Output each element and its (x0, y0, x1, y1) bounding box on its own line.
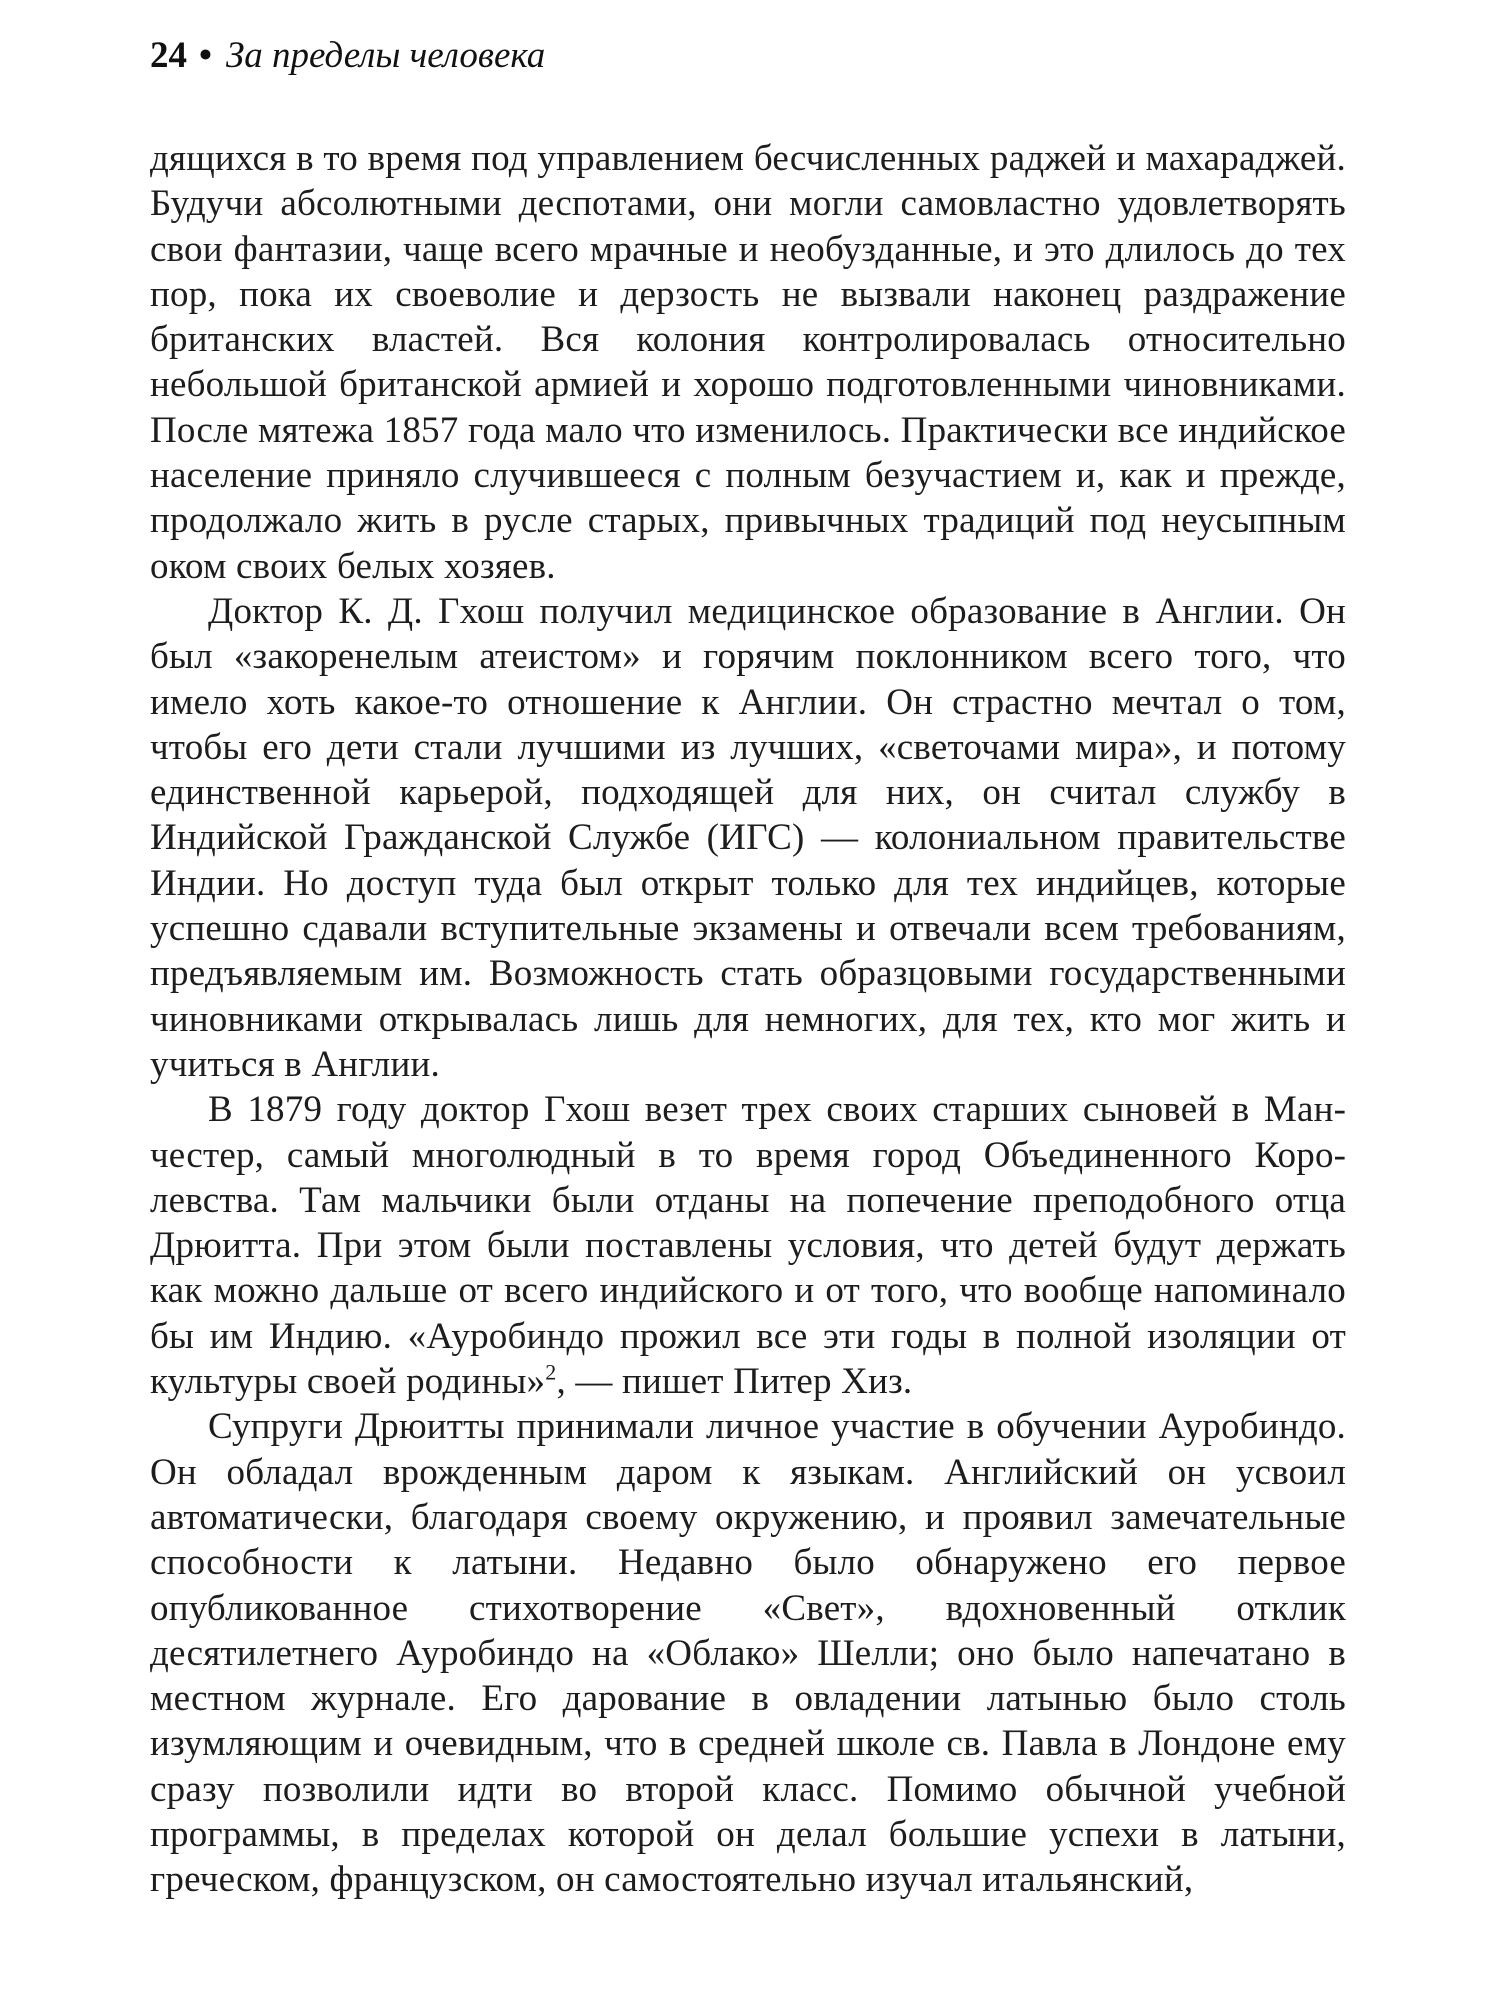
paragraph-2: Доктор К. Д. Гхош получил медицинское образование в Англии. Он был «закоренелым атеистом» и горячим поклонником всего того, что имело хоть какое-то отношение к Англии. Он страстно мечтал о том, чтобы его дети стали лучшими из лучших, «светочами мира», и потому единственной карьерой, подходящей для них, он считал службу в Индийской Гражданской Службе (ИГС) — колониальном правительстве Индии. Но доступ туда был открыт только для тех индийцев, которые успешно сдавали вступительные экзамены и отвечали всем требованиям, предъявляемым им. Возможность стать образцовыми государственными чиновниками открывалась лишь для немногих, для тех, кто мог жить и учиться в Англии. (150, 590, 1346, 1085)
page-number: 24 (150, 34, 187, 76)
paragraph-3-text-after: , — пишет Питер Хиз. (556, 1361, 913, 1403)
body-text (150, 136, 1346, 1903)
paragraph-4: Супруги Дрюитты принимали личное участие в обучении Ауробиндо. Он обладал врожденным даром к языкам. Английский он усвоил автоматически, благодаря своему окружению, и проявил замечательные способности к латыни. Недавно было обнаружено его первое опубликованное стихотворение «Свет», вдохновенный отклик десятилетнего Ауробиндо на «Облако» Шелли; оно было напечатано в местном журнале. Его дарование в овладении латынью было столь изумляющим и очевидным, что в средней школе св. Павла в Лондоне ему сразу позволили идти во второй класс. Помимо обычной учебной программы, в пределах которой он делал большие успехи в латыни, греческом, французском, он самостоятельно изучал итальянский, (150, 1406, 1346, 1901)
header-separator: • (199, 34, 212, 76)
running-header (150, 20, 1346, 90)
paragraph-3 (150, 1087, 1346, 1404)
footnote-reference[interactable]: 2 (545, 1359, 557, 1385)
book-page (150, 20, 1346, 1903)
chapter-title: За пределы человека (225, 34, 546, 76)
paragraph-3-text: В 1879 году доктор Гхош везет трех своих старших сыновей в Манчестер, самый многолюдный в то время город Объединенного Королевства. Там мальчики были отданы на попечение преподобного отца Дрюитта. При этом были поставлены условия, что детей будут держать как можно дальше от всего индийского и от того, что вообще напоминало бы им Индию. «Ауробиндо прожил все эти годы в полной изоляции от культуры своей родины» (150, 1089, 1346, 1403)
paragraph-1: дящихся в то время под управлением бесчисленных раджей и махараджей. Будучи абсолютными деспотами, они могли самовластно удовлетворять свои фантазии, чаще всего мрачные и необузданные, и это длилось до тех пор, пока их своеволие и дерзость не вызвали наконец раздражение британских властей. Вся колония контролировалась относительно небольшой британской армией и хорошо подготовленными чиновниками. После мятежа 1857 года мало что изменилось. Практически все индийское население приняло случившееся с полным безучастием и, как и прежде, продолжало жить в русле старых, привычных традиций под неусыпным оком своих белых хозяев. (150, 138, 1346, 587)
